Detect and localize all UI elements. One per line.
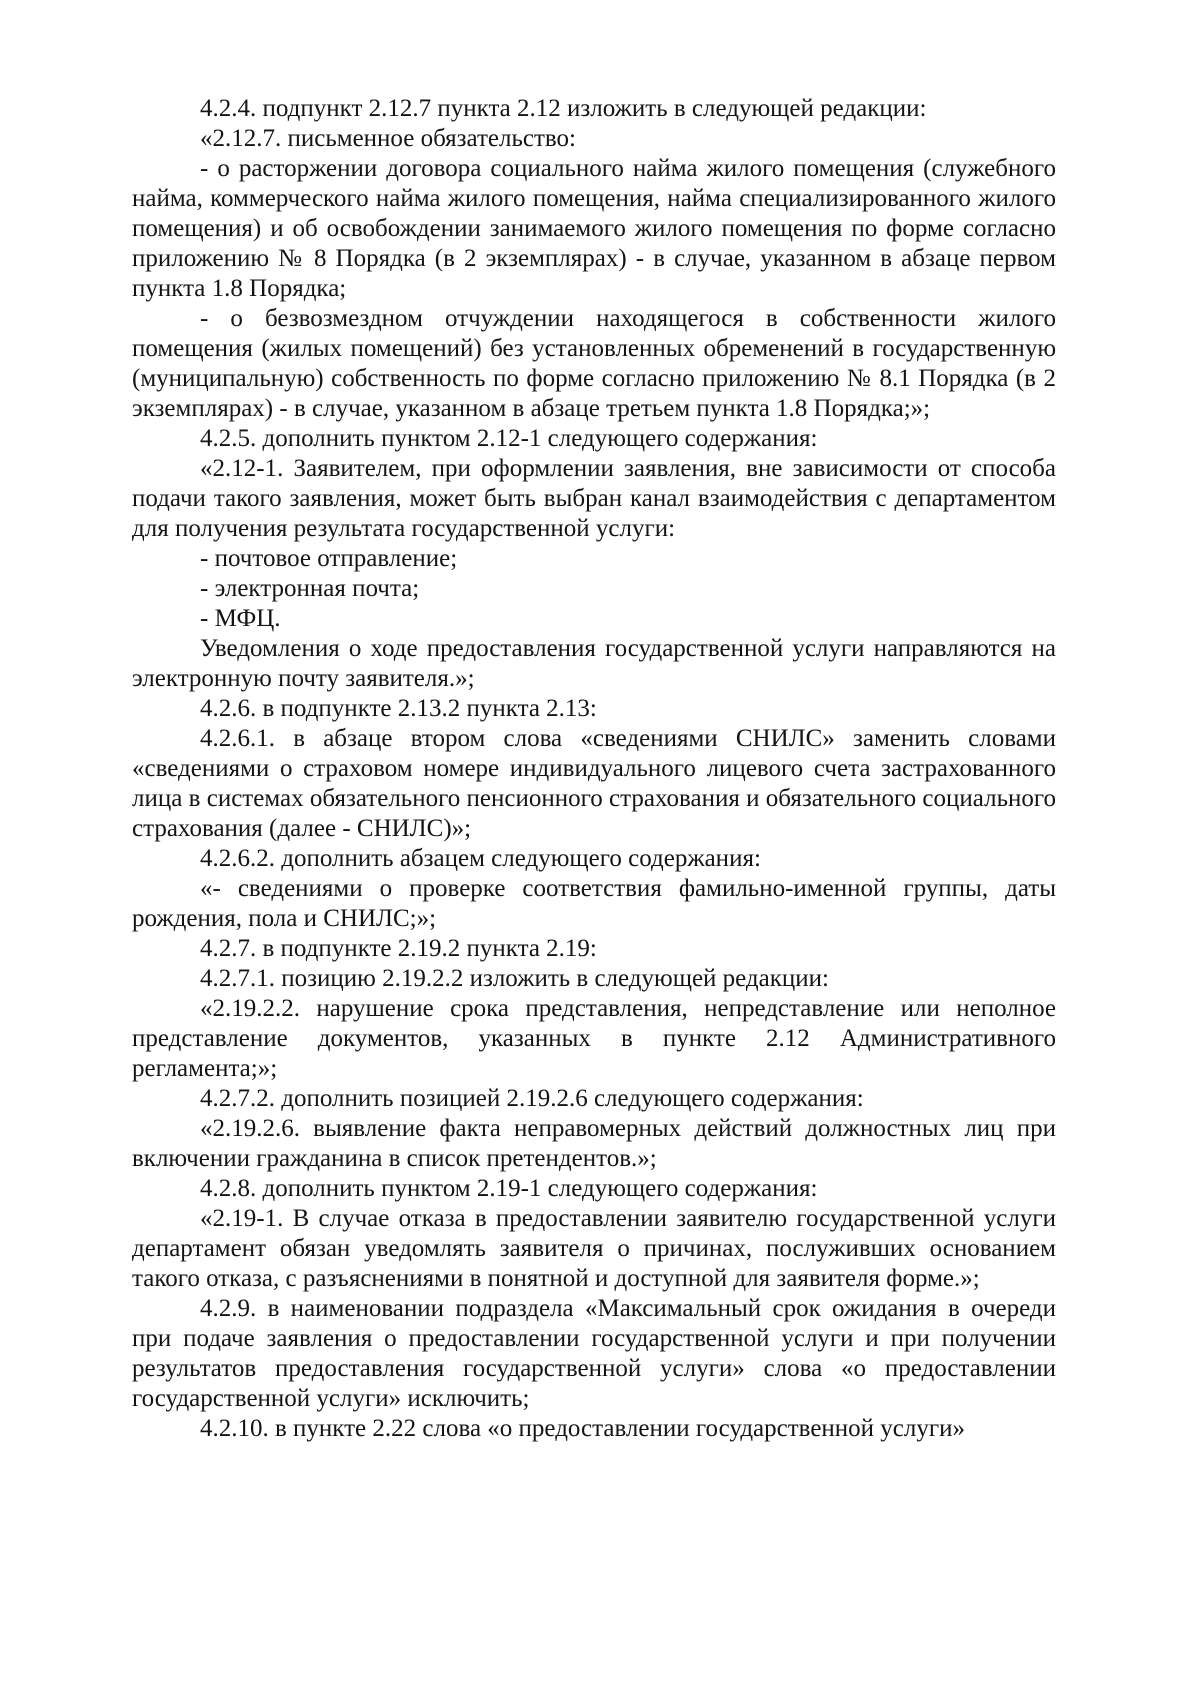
paragraph-4-2-9: 4.2.9. в наименовании подраздела «Максимальный срок ожидания в очереди при подаче заявления о предоставлении государственной услуги и при получении результатов предоставления государственной услуги» слова «о предоставлении государственной услуги» исключить; [132,1295,1056,1412]
list-item-postal: - почтовое отправление; [200,545,458,572]
list-item-mfc: - МФЦ. [200,605,281,632]
paragraph-2-19-2-6: «2.19.2.6. выявление факта неправомерных действий должностных лиц при включении гражданина в список претендентов.»; [132,1115,1056,1172]
paragraph-4-2-6: 4.2.6. в подпункте 2.13.2 пункта 2.13: [200,695,597,722]
paragraph-2-12-1: «2.12-1. Заявителем, при оформлении заявления, вне зависимости от способа подачи такого заявления, может быть выбран канал взаимодействия с департаментом для получения результата государственной услуги: [132,455,1056,542]
paragraph-4-2-7: 4.2.7. в подпункте 2.19.2 пункта 2.19: [200,935,597,962]
document-body [132,94,1056,1444]
paragraph-4-2-6-1: 4.2.6.1. в абзаце втором слова «сведениями СНИЛС» заменить словами «сведениями о страховом номере индивидуального лицевого счета застрахованного лица в системах обязательного пенсионного страхования и обязательного социального страхования (далее - СНИЛС)»; [132,725,1056,842]
paragraph-notifications: Уведомления о ходе предоставления государственной услуги направляются на электронную почту заявителя.»; [132,635,1056,692]
paragraph-4-2-6-2: 4.2.6.2. дополнить абзацем следующего содержания: [200,845,761,872]
paragraph-4-2-4: 4.2.4. подпункт 2.12.7 пункта 2.12 изложить в следующей редакции: [200,95,927,122]
list-item-email: - электронная почта; [200,575,420,602]
paragraph-termination-obligation: - о расторжении договора социального найма жилого помещения (служебного найма, коммерческого найма жилого помещения, найма специализированного жилого помещения) и об освобождении занимаемого жилого помещения по форме согласно приложению № 8 Порядка (в 2 экземплярах) - в случае, указанном в абзаце первом пункта 1.8 Порядка; [132,155,1056,302]
paragraph-4-2-7-2: 4.2.7.2. дополнить позицией 2.19.2.6 следующего содержания: [200,1085,864,1112]
paragraph-2-19-2-2: «2.19.2.2. нарушение срока представления, непредставление или неполное представление документов, указанных в пункте 2.12 Административного регламента;»; [132,995,1056,1082]
paragraph-4-2-5: 4.2.5. дополнить пунктом 2.12-1 следующего содержания: [200,425,818,452]
paragraph-snils-check: «- сведениями о проверке соответствия фамильно-именной группы, даты рождения, пола и СНИЛС;»; [132,875,1056,932]
paragraph-2-12-7: «2.12.7. письменное обязательство: [200,125,577,152]
paragraph-2-19-1: «2.19-1. В случае отказа в предоставлении заявителю государственной услуги департамент обязан уведомлять заявителя о причинах, послуживших основанием такого отказа, с разъяснениями в понятной и доступной для заявителя форме.»; [132,1205,1056,1292]
paragraph-alienation-obligation: - о безвозмездном отчуждении находящегося в собственности жилого помещения (жилых помещений) без установленных обременений в государственную (муниципальную) собственность по форме согласно приложению № 8.1 Порядка (в 2 экземплярах) - в случае, указанном в абзаце третьем пункта 1.8 Порядка;»; [132,305,1056,422]
paragraph-4-2-8: 4.2.8. дополнить пунктом 2.19-1 следующего содержания: [200,1175,818,1202]
paragraph-4-2-7-1: 4.2.7.1. позицию 2.19.2.2 изложить в следующей редакции: [200,965,829,992]
paragraph-4-2-10: 4.2.10. в пункте 2.22 слова «о предоставлении государственной услуги» [200,1415,966,1442]
